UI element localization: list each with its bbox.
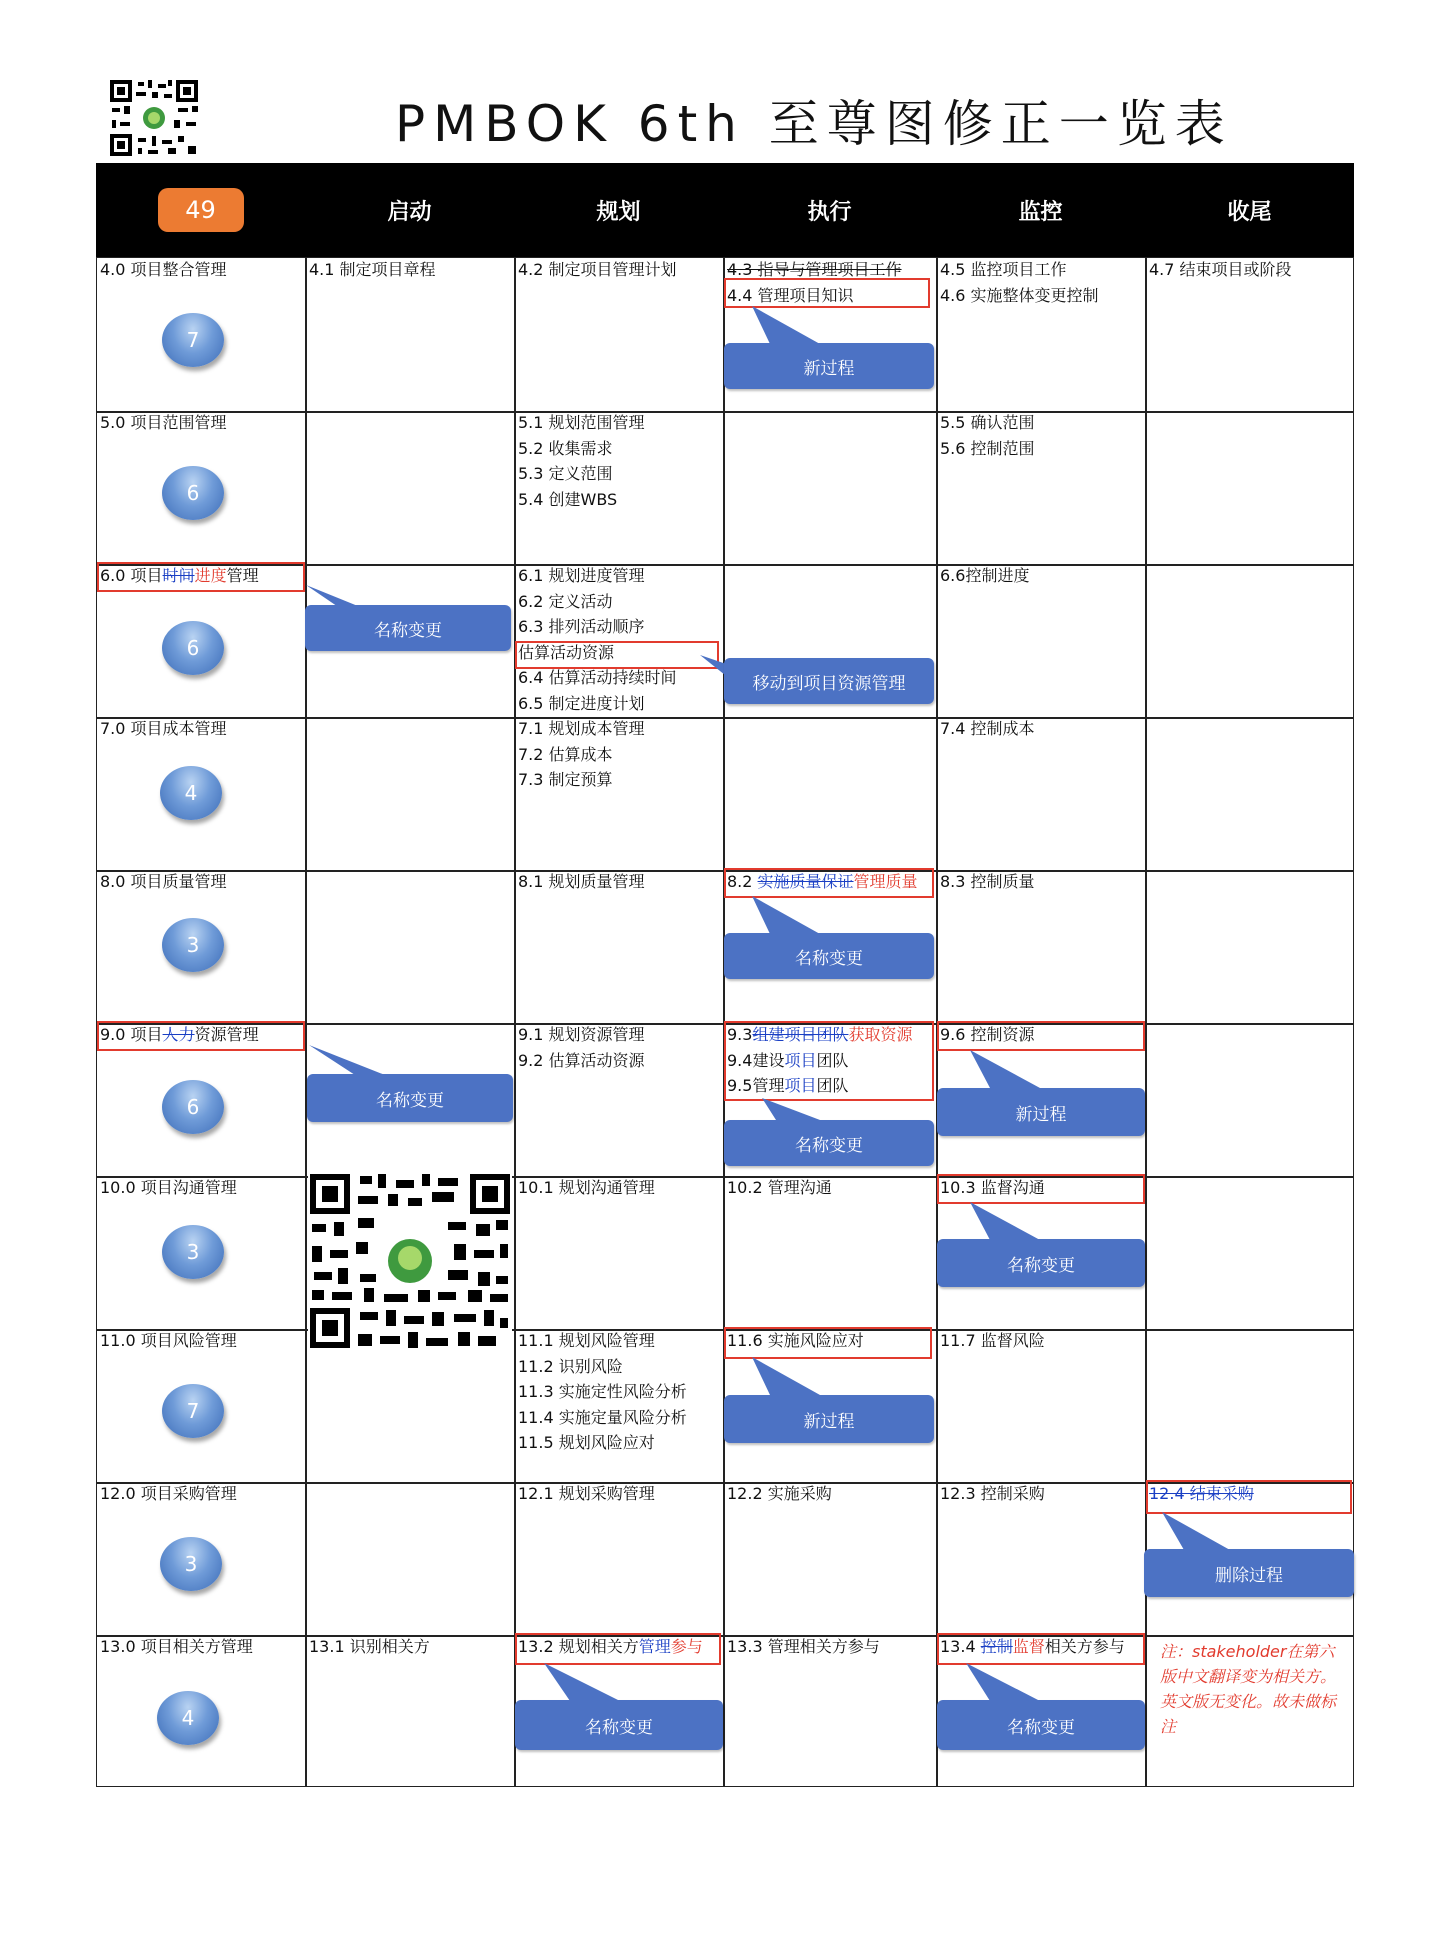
process-item xyxy=(518,563,677,716)
callout-pointer xyxy=(740,1357,840,1397)
process-item xyxy=(518,410,645,512)
deleted-word: 控制 xyxy=(980,1637,1013,1656)
grid-divider xyxy=(97,717,1353,719)
header-executing: 执行 xyxy=(807,199,852,225)
rename-callout: 名称变更 xyxy=(724,1120,934,1166)
rename-callout: 名称变更 xyxy=(307,1074,513,1122)
rename-callout: 名称变更 xyxy=(724,933,934,979)
rename-callout: 名称变更 xyxy=(305,605,511,651)
highlight-box xyxy=(937,1174,1145,1204)
process-line: 5.3 定义范围 xyxy=(518,464,613,483)
process-item: 10.3 监督沟通 xyxy=(940,1178,1045,1197)
grid-divider xyxy=(514,258,516,1786)
grid-divider xyxy=(305,258,307,1786)
process-line: 9.1 规划资源管理 xyxy=(518,1025,645,1044)
process-item: 13.1 识别相关方 xyxy=(309,1637,430,1656)
process-item: 7.4 控制成本 xyxy=(940,719,1035,738)
process-word: 团队 xyxy=(816,1050,849,1070)
new-word: 进度 xyxy=(194,566,227,585)
deleted-process-name: 4.3 指导与管理项目工作 xyxy=(727,260,902,279)
area-title: 8.0 项目质量管理 xyxy=(100,872,227,891)
area-title-part: 管理 xyxy=(226,566,259,585)
highlight-box xyxy=(724,1021,934,1101)
process-line: 11.5 规划风险应对 xyxy=(518,1433,655,1452)
process-item: 4.1 制定项目章程 xyxy=(309,260,436,279)
callout-pointer xyxy=(960,1202,1060,1242)
process-item: 10.1 规划沟通管理 xyxy=(518,1178,655,1197)
process-line: 6.2 定义活动 xyxy=(518,591,613,611)
rename-callout: 名称变更 xyxy=(937,1700,1145,1750)
process-item xyxy=(518,716,645,793)
highlight-box xyxy=(515,641,719,669)
process-line: 11.1 规划风险管理 xyxy=(518,1331,655,1350)
process-line: 11.3 实施定性风险分析 xyxy=(518,1382,687,1401)
translation-note: 注：stakeholder在第六版中文翻译变为相关方。英文版无变化。故未做标注 xyxy=(1160,1642,1337,1736)
new-process-callout: 新过程 xyxy=(937,1088,1145,1136)
process-line: 7.2 估算成本 xyxy=(518,744,613,764)
area-title: 7.0 项目成本管理 xyxy=(100,719,227,738)
process-item: 12.1 规划采购管理 xyxy=(518,1484,655,1503)
highlight-box xyxy=(724,1327,932,1359)
process-number: 13.4 xyxy=(940,1637,981,1656)
callout-pointer xyxy=(730,306,830,346)
process-item: 4.7 结束项目或阶段 xyxy=(1149,260,1292,279)
phase-header-row xyxy=(96,163,1354,257)
process-count-ball: 3 xyxy=(162,1225,224,1279)
qr-code-top xyxy=(108,78,200,158)
highlight-box xyxy=(937,1633,1145,1665)
process-line: 5.5 确认范围 xyxy=(940,413,1035,432)
process-item: 4.2 制定项目管理计划 xyxy=(518,260,677,279)
deleted-word: 实施质量保证 xyxy=(757,872,854,891)
area-title-part: 9.0 项目 xyxy=(100,1025,163,1044)
highlight-box xyxy=(97,562,305,592)
process-item: 11.6 实施风险应对 xyxy=(727,1331,864,1350)
area-title-part: 资源管理 xyxy=(194,1025,259,1044)
process-item: 8.1 规划质量管理 xyxy=(518,872,645,891)
header-planning: 规划 xyxy=(596,199,641,225)
process-line: 6.3 排列活动顺序 xyxy=(518,617,645,636)
process-count-ball: 3 xyxy=(160,1537,222,1591)
process-line: 11.4 实施定量风险分析 xyxy=(518,1407,687,1427)
process-line: 6.4 估算活动持续时间 xyxy=(518,668,677,687)
callout-pointer xyxy=(730,896,830,936)
new-word: 参与 xyxy=(670,1637,703,1656)
move-callout: 移动到项目资源管理 xyxy=(724,658,934,704)
process-number: 8.2 xyxy=(727,872,758,891)
process-count-ball: 6 xyxy=(162,1080,224,1134)
process-line: 9.2 估算活动资源 xyxy=(518,1050,645,1070)
qr-code-middle xyxy=(308,1172,512,1350)
process-item: 13.3 管理相关方参与 xyxy=(727,1637,880,1656)
header-closing: 收尾 xyxy=(1227,199,1272,225)
area-title: 11.0 项目风险管理 xyxy=(100,1331,237,1350)
deleted-word: 组建项目团队 xyxy=(752,1025,849,1044)
highlight-box xyxy=(97,1021,305,1051)
process-word: 13.2 规划相关方 xyxy=(518,1637,639,1656)
added-word: 项目 xyxy=(784,1076,817,1095)
new-word: 管理质量 xyxy=(853,872,918,891)
new-process-callout: 新过程 xyxy=(724,1395,934,1443)
deleted-word: 人力 xyxy=(162,1025,195,1044)
process-line: 4.5 监控项目工作 xyxy=(940,260,1067,279)
highlight-box xyxy=(515,1633,721,1665)
process-item: 9.6 控制资源 xyxy=(940,1025,1035,1044)
process-number: 9.3 xyxy=(727,1025,753,1044)
process-count-ball: 7 xyxy=(162,1384,224,1438)
process-line: 7.1 规划成本管理 xyxy=(518,719,645,738)
header-initiating: 启动 xyxy=(387,199,432,225)
process-count-ball: 7 xyxy=(162,313,224,367)
process-item: 11.7 监督风险 xyxy=(940,1331,1045,1350)
deleted-process-name: 12.4 结束采购 xyxy=(1149,1484,1254,1503)
area-title: 10.0 项目沟通管理 xyxy=(100,1178,237,1197)
added-word: 项目 xyxy=(784,1050,817,1070)
callout-pointer xyxy=(960,1663,1060,1703)
moved-process-name: 估算活动资源 xyxy=(518,642,615,662)
total-count-badge: 49 xyxy=(158,188,244,232)
deleted-word: 时间 xyxy=(162,566,195,585)
page-title: PMBOK 6th 至尊图修正一览表 xyxy=(395,95,1233,153)
process-line: 4.6 实施整体变更控制 xyxy=(940,285,1099,305)
new-word: 监督 xyxy=(1012,1637,1045,1656)
process-line: 6.1 规划进度管理 xyxy=(518,566,645,585)
process-item: 6.6控制进度 xyxy=(940,566,1030,585)
process-line: 11.2 识别风险 xyxy=(518,1356,623,1376)
area-title-part: 6.0 项目 xyxy=(100,566,163,585)
new-process-callout: 新过程 xyxy=(724,343,934,389)
process-word: 团队 xyxy=(816,1076,849,1095)
header-monitoring: 监控 xyxy=(1018,199,1063,225)
process-count-ball: 6 xyxy=(162,466,224,520)
grid-divider xyxy=(97,1176,1353,1178)
process-word: 相关方参与 xyxy=(1044,1637,1125,1656)
process-number: 9.4建设 xyxy=(727,1050,785,1070)
process-item: 12.3 控制采购 xyxy=(940,1484,1045,1503)
area-title: 12.0 项目采购管理 xyxy=(100,1484,237,1503)
process-item xyxy=(518,1022,645,1073)
rename-callout: 名称变更 xyxy=(937,1239,1145,1287)
callout-pointer xyxy=(540,1663,640,1703)
delete-callout: 删除过程 xyxy=(1144,1549,1354,1597)
process-item: 10.2 管理沟通 xyxy=(727,1178,832,1197)
area-title: 13.0 项目相关方管理 xyxy=(100,1637,253,1656)
process-line: 5.1 规划范围管理 xyxy=(518,413,645,432)
process-count-ball: 4 xyxy=(160,766,222,820)
process-count-ball: 4 xyxy=(157,1691,219,1745)
process-item xyxy=(518,1328,687,1456)
process-line: 5.6 控制范围 xyxy=(940,438,1035,458)
added-word: 管理 xyxy=(638,1637,671,1656)
header-count-cell xyxy=(96,163,305,257)
process-count-ball: 3 xyxy=(162,918,224,972)
highlight-box xyxy=(724,868,934,898)
area-title: 5.0 项目范围管理 xyxy=(100,413,227,432)
process-count-ball: 6 xyxy=(162,621,224,675)
grid-divider xyxy=(97,1635,1353,1637)
new-process-name: 4.4 管理项目知识 xyxy=(727,285,854,305)
process-line: 5.2 收集需求 xyxy=(518,438,613,458)
process-item: 8.3 控制质量 xyxy=(940,872,1035,891)
callout-pointer xyxy=(1150,1512,1250,1552)
process-line: 7.3 制定预算 xyxy=(518,770,613,789)
new-word: 获取资源 xyxy=(848,1025,913,1044)
highlight-box xyxy=(1146,1480,1352,1514)
callout-pointer xyxy=(960,1050,1060,1090)
process-line: 6.5 制定进度计划 xyxy=(518,693,645,713)
highlight-box xyxy=(724,278,930,308)
grid-divider xyxy=(97,411,1353,413)
rename-callout: 名称变更 xyxy=(515,1700,723,1750)
process-item xyxy=(940,257,1099,308)
process-number: 9.5管理 xyxy=(727,1076,785,1095)
process-item xyxy=(940,410,1035,461)
process-item: 12.2 实施采购 xyxy=(727,1484,832,1503)
highlight-box xyxy=(937,1021,1145,1051)
process-line: 5.4 创建WBS xyxy=(518,489,618,509)
area-title: 4.0 项目整合管理 xyxy=(100,260,227,279)
